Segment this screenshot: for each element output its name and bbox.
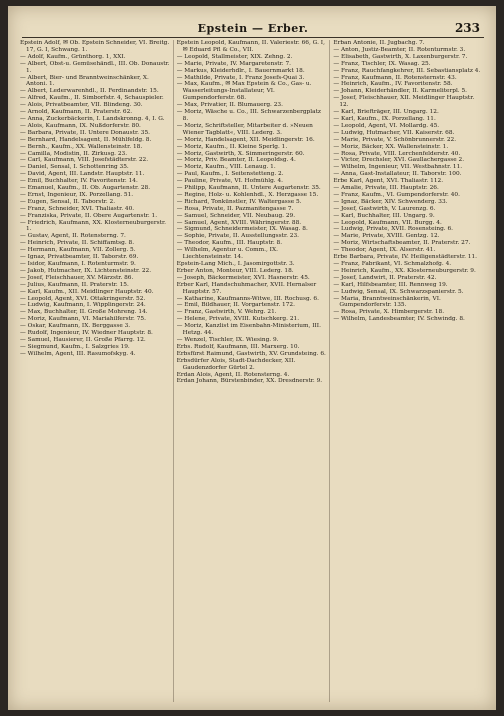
directory-entry: — Franz, Kaufm., VI. Gumpendorferstr. 40. xyxy=(333,191,460,198)
directory-entry: — Heinrich, Kaufm., XX. Klosterneuburgerstr. 9. xyxy=(333,267,476,274)
directory-entry: — Pauline, Private, VI. Hofmühlg. 4. xyxy=(176,178,283,185)
directory-entry: — Samuel, Agent, XVIII. Währingerstr. 88. xyxy=(176,219,302,226)
directory-entry: — Emanuel, Kaufm., II. Ob. Augartenstr. 28. xyxy=(20,185,151,192)
directory-entry: — David, Agent, III. Landstr. Hauptstr. 11. xyxy=(20,171,145,178)
directory-entry: — Moriz, Bäcker, XX. Wallensteinstr. 1. xyxy=(333,143,449,150)
directory-entry: — Marie, Private, IV. Margaretenstr. 7. xyxy=(176,60,291,67)
directory-entry: — Katharine, Kaufmanns-Witwe, III. Rochusg. 6. xyxy=(176,295,319,302)
page-header xyxy=(22,22,484,36)
directory-entry: — Oskar, Kaufmann, IX. Berggasse 3. xyxy=(20,323,131,330)
directory-entry: — Mathilde, Private, I. Franz Josefs-Quai 3. xyxy=(176,74,305,81)
directory-entry: — Rosa, Private, VIII. Lerchenfelderstr. 40. xyxy=(333,150,461,157)
directory-entry: — Franz, Kaufmann, II. Rotensternstr. 43. xyxy=(333,74,457,81)
directory-entry: — Sigmund, Schneidermeister, IX. Wasag. 8. xyxy=(176,226,308,233)
directory-entry: — Karl, Hilfsbeamter, III. Rennweg 19. xyxy=(333,281,448,288)
directory-page xyxy=(8,6,496,710)
directory-entry: — Hermann, Kaufmann, VII. Zollerg. 5. xyxy=(20,247,136,254)
directory-entry: — Franziska, Private, II. Obere Augartenstr. 1. xyxy=(20,212,158,219)
directory-entry: — Elisabeth, Gastwirth, X. Laxenburgerstr. 7. xyxy=(333,53,468,60)
directory-entry: Epstein-Lang Mich., I. Jasomirgottstr. 3. xyxy=(176,261,295,267)
directory-entry: — Carl, Kaufmann, VIII. Josefstädterstr. 22. xyxy=(20,157,149,164)
directory-entry: — Arnold, Kaufmann, II. Praterstr. 62. xyxy=(20,109,133,116)
directory-entry: — Rudolf, Ingenieur, IV. Wiedner Hauptstr. 8. xyxy=(20,330,153,337)
directory-entry: — Moriz, Kaufm., VIII. Lenaug. 1. xyxy=(176,164,276,171)
directory-entry: — Samuel, Schneider, VII. Neubaug. 29. xyxy=(176,212,296,219)
directory-entry: — Wilhelm, Agent, III. Rasumofskyg. 4. xyxy=(20,350,136,357)
directory-entry: — Bernhard, Handelsagent, II. Mühlfeldg. 8. xyxy=(20,136,152,143)
directory-entry: — Moriz, Kanzlist im Eisenbahn-Ministerium, III. Hetzg. 44. xyxy=(176,323,321,337)
directory-entry: — Anna, Zuckerbäckerin, I. Landskronng. 4, I. G. xyxy=(20,115,165,122)
directory-entry: Epstein Adolf, ✉ Ob. Epstein Schneider, VI. Breitg. 17, G. I, Schwang. 1. xyxy=(20,40,170,53)
directory-entry: — Victor, Drechsler, XVI. Gaullachergasse 2. xyxy=(333,157,465,164)
directory-entry: — Josef, Gastwirth, V. Laurenzg. 6. xyxy=(333,205,436,212)
directory-entry: — Moriz, Gastwirth, X. Simmeringerstr. 60. xyxy=(176,150,305,157)
directory-entry: — Marie, Private, V. Schönbrunnerstr. 22. xyxy=(333,136,457,143)
directory-entry: — Ignaz, Privatbeamter, II. Taborstr. 69. xyxy=(20,254,139,261)
directory-entry: — Helene, Private, XVIII. Kutschkerg. 21. xyxy=(176,316,300,323)
directory-entry: — Ludwig, Kaufmann, I. Wipplingerstr. 24. xyxy=(20,302,146,309)
directory-entry: Epstein Leopold, Kaufmann, II. Valeriestr. 66, G. I, ✉ Eduard Pfl & Co., VII. xyxy=(176,40,325,53)
directory-entry: — Moriz, Wäsche u. Co., III. Schwarzenbergplatz 8. xyxy=(176,109,321,122)
directory-entry: — Leopold, Stallmeister, XIX. Zehng. 2. xyxy=(176,53,293,60)
directory-entry: — Franz, Schneider, XVI. Thaliastr. 40. xyxy=(20,205,135,212)
directory-entry: — Emil, Buchhalter, IV. Favoritenstr. 14. xyxy=(20,178,138,185)
directory-entry: — Johann, Kleiderhändler, II. Karmeliterpl. 5. xyxy=(333,88,468,95)
directory-entry: — Leopold, Agent, VI. Mollardg. 45. xyxy=(333,122,440,129)
directory-entry: — Jakob, Hutmacher, IX. Lichtensteinstr. 22. xyxy=(20,267,152,274)
directory-entry: — Karl, Kaufm., IX. Porzellang. 11. xyxy=(333,115,436,122)
directory-entry: — Julius, Kaufmann, II. Praterstr. 15. xyxy=(20,281,129,288)
directory-entry: — Eugen, Sensal, II. Taborstr. 2. xyxy=(20,198,116,205)
directory-entry: — Alois, Privatbeamter, VII. Blindeng. 30. xyxy=(20,102,143,109)
directory-entry: — Friedrich, Kaufmann, XX. Klosterneuburgerstr. 1. xyxy=(20,219,166,233)
directory-entry: Erbsfürst Raimund, Gastwirth, XV. Grundsteing. 6. xyxy=(176,350,326,357)
directory-entry: — Anna, Gast-Installateur, II. Taborstr. 100. xyxy=(333,171,462,178)
running-title: Epstein — Erber. xyxy=(197,22,309,35)
directory-entry: — Sophie, Private, II. Ausstellungsstr. 23. xyxy=(176,233,299,240)
directory-entry: — Isidor, Kaufmann, I. Rotenturmstr. 9. xyxy=(20,261,136,267)
directory-entry: — Theodor, Agent, IX. Alserstr. 41. xyxy=(333,247,436,254)
directory-entry: Erbs. Rudolf, Kaufmann, III. Marxerg. 10. xyxy=(176,343,300,350)
directory-entry: — Ignaz, Bäcker, XIV. Schwenderg. 33. xyxy=(333,198,448,205)
page-number: 233 xyxy=(454,21,480,35)
directory-entry: — Barbara, Private, II. Untere Donaustr. 35. xyxy=(20,129,150,136)
directory-columns xyxy=(20,40,486,702)
directory-entry: — Gustav, Agent, II. Rotensterng. 7. xyxy=(20,233,126,240)
directory-entry: — Theodor, Kaufm., III. Hauptstr. 8. xyxy=(176,240,283,247)
directory-entry: — Adolf, Kaufm., Grünthorg. 1, XXI. xyxy=(20,53,126,60)
directory-entry: — Amalie, Private, III. Hauptstr. 26. xyxy=(333,185,439,192)
directory-entry: — Leopold, Agent, XVI. Ottakringerstr. 52. xyxy=(20,295,146,302)
directory-entry: — Philipp, Kaufmann, II. Untere Augartenstr. 35. xyxy=(176,185,321,192)
directory-entry: — Josef, Fleischhauer, XII. Meidlinger Hauptstr. 12. xyxy=(333,95,475,109)
directory-entry: — Heinrich, Kaufm., IV. Favoritenstr. 58. xyxy=(333,81,453,88)
directory-entry: — Camilla, Modistin, II. Zirkusg. 23. xyxy=(20,150,128,157)
directory-entry: — Karl, Buchhalter, III. Ungarg. 9. xyxy=(333,212,435,219)
directory-entry: Erdan Alois, Agent, II. Rotensterng. 4. xyxy=(176,371,290,378)
directory-entry: Erbsdürfer Alois, Stadt-Dachdecker, XII. Gaudenzdorfer Gürtel 2. xyxy=(176,357,296,371)
directory-entry: — Emil, Bildhauer, II. Vorgartenstr. 172. xyxy=(176,302,295,309)
directory-entry: — Paul, Kaufm., I. Seitenstetteng. 2. xyxy=(176,171,284,178)
directory-entry: — Moriz, Handelsagent, XII. Meidlingerstr. 16. xyxy=(176,136,315,143)
directory-entry: — Albert, Bier- und Branntweinschänker, X. Antoni. 1. xyxy=(20,74,149,88)
directory-entry: — Rosa, Private, X. Himbergerstr. 18. xyxy=(333,309,445,316)
directory-entry: — Moriz, Kaufmann, VI. Mariahilferstr. 75. xyxy=(20,316,146,323)
directory-entry: — Franz, Rauchfangkehrer, III. Sebastiansplatz 4. xyxy=(333,67,481,74)
directory-entry: — Albert, Obst-u. Gemüsehändl., III. Ob. Donaustr. 1. xyxy=(20,60,170,74)
directory-entry: — Regine, Holz- u. Kohlenhdl., X. Herzgasse 15. xyxy=(176,191,319,198)
directory-entry: Erban Antonie, II. Jugbachg. 7. xyxy=(333,40,425,46)
directory-entry: — Richard, Tonkünstler, IV. Waltergasse 5. xyxy=(176,198,302,205)
directory-entry: — Moriz, Kaufm., II. Kleine Sperlg. 1. xyxy=(176,143,288,150)
directory-entry: Erdan Johann, Bürstenbinder, XX. Dresdnerstr. 9. xyxy=(176,378,323,385)
directory-entry: — Moriz, Priv. Beamter, II. Leopoldsg. 4. xyxy=(176,157,296,164)
directory-entry: — Franz, Gastwirth, V. Wehrg. 21. xyxy=(176,309,277,316)
directory-entry: — Ernst, Ingenieur, IX. Porzellang. 51. xyxy=(20,191,134,198)
directory-entry: — Wilhelm, Agentur u. Comm., IX. Liechtensteinstr. 14. xyxy=(176,247,278,261)
directory-entry: — Max, Buchhalter, II. Große Mohreng. 14. xyxy=(20,309,148,316)
column-3 xyxy=(333,40,486,702)
directory-entry: — Franz, Tischler, IX. Wasag. 25. xyxy=(333,60,431,67)
column-1 xyxy=(20,40,174,702)
directory-entry: — Heinrich, Private, II. Schiffamtsg. 8. xyxy=(20,240,135,247)
directory-entry: — Karl, Briefträger, III. Ungarg. 12. xyxy=(333,109,439,116)
directory-entry: — Maria, Branntweinschänkerin, VI. Gumpendorferstr. 135. xyxy=(333,295,441,309)
directory-entry: — Max, Kaufm., ✉ Max Epstein & Co., Gas- u. Wasserleitungs-Installateur, VI. Gumpendorferstr. 68. xyxy=(176,81,312,102)
directory-entry: — Samuel, Hausierer, II. Große Pfarrg. 12. xyxy=(20,336,146,343)
directory-entry: — Josef, Fleischhauer, XV. Märzstr. 86. xyxy=(20,274,134,281)
directory-entry: Erber Karl, Handschuhmacher, XVII. Hernalser Hauptstr. 57. xyxy=(176,281,317,295)
directory-entry: — Max, Privatier, II. Blumauerg. 23. xyxy=(176,102,283,109)
directory-entry: — Marie, Private, XVIII. Gentzg. 12. xyxy=(333,233,440,240)
directory-entry: — Alfred, Kaufm., II. Simborfstr. 4, Schauspieler. xyxy=(20,95,164,102)
directory-entry: — Wenzel, Tischler, IX. Wiesing. 9. xyxy=(176,336,279,343)
directory-entry: — Bernh., Kaufm., XX. Wallensteinstr. 18. xyxy=(20,143,143,150)
directory-entry: Erber Anton, Monteur, VIII. Lederg. 18. xyxy=(176,267,294,274)
directory-entry: — Joseph, Bäckermeister, XVI. Hasnerstr. 45. xyxy=(176,274,310,281)
column-2 xyxy=(177,40,331,702)
directory-entry: — Ludwig, Private, XVII. Rosensteing. 6. xyxy=(333,226,454,233)
directory-entry: Erbe Karl, Agent, XVI. Thaliastr. 112. xyxy=(333,178,444,185)
directory-entry: — Josef, Landwirt, II. Praterstr. 42. xyxy=(333,274,437,281)
directory-entry: — Markus, Kleiderhdlr., I. Bauernmarkt 18. xyxy=(176,67,305,74)
directory-entry: — Rosa, Private, II. Pazmanitengasse 7. xyxy=(176,205,294,212)
directory-entry: — Wilhelm, Landesbeamter, IV. Schwindg. 8. xyxy=(333,316,465,323)
directory-entry: — Moriz, Schriftsteller, Mitarbeiter d. »Neuen Wiener Tagblatt«, VIII. Lederg. 3. xyxy=(176,122,313,136)
directory-entry: — Franz, Fabrikant, VI. Schmalzhofg. 4. xyxy=(333,261,452,267)
directory-entry: — Albert, Lederwarenhdl., II. Ferdinandstr. 15. xyxy=(20,88,159,95)
directory-entry: — Daniel, Sensal, I. Schottenring 35. xyxy=(20,164,129,171)
directory-entry: — Siegmund, Kaufm., I. Salzgries 19. xyxy=(20,343,130,350)
directory-entry: — Karl, Kaufm., XII. Meidlinger Hauptstr. 40. xyxy=(20,288,154,295)
directory-entry: — Leopold, Kaufmann, VII. Burgg. 4. xyxy=(333,219,442,226)
directory-entry: — Anton, Justiz-Beamter, II. Rotenturmstr. 3. xyxy=(333,46,466,53)
directory-entry: — Moriz, Wirtschaftsbeamter, II. Praterstr. 27. xyxy=(333,240,471,247)
directory-entry: Erbe Barbara, Private, IV. Heiligenstädterstr. 11. xyxy=(333,254,478,261)
directory-entry: — Alois, Kaufmann, IX. Nußdorferstr. 80. xyxy=(20,122,141,129)
header-rule xyxy=(22,37,484,38)
directory-entry: — Wilhelm, Ingenieur, VII. Westbahnstr. 11. xyxy=(333,164,463,171)
directory-entry: — Ludwig, Sensal, IX. Schwarzspanierstr. 5. xyxy=(333,288,464,295)
directory-entry: — Ludwig, Hutmacher, VII. Kaiserstr. 68. xyxy=(333,129,455,136)
